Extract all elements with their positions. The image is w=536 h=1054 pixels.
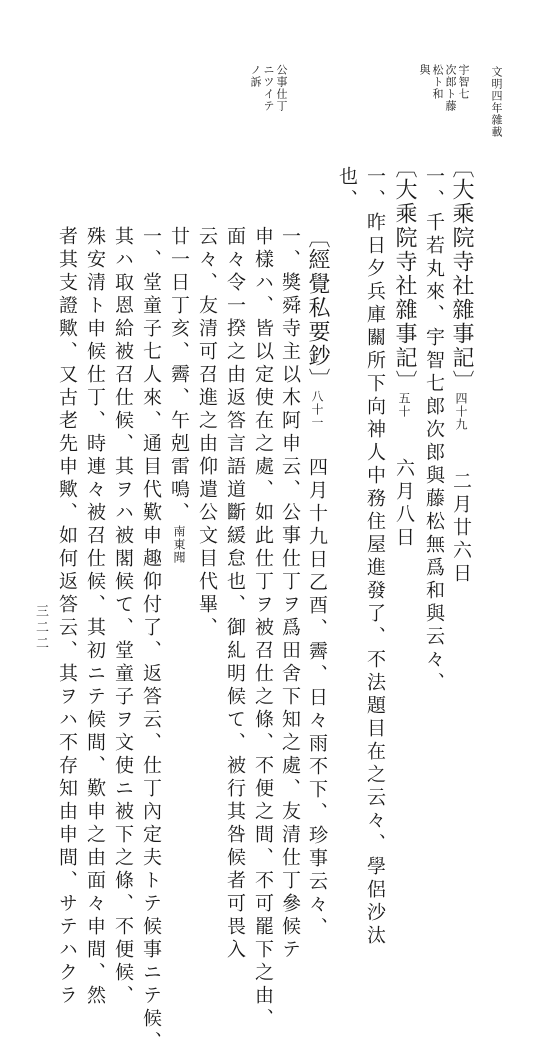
source-title: 大乘院寺社雜事記 [449,178,474,370]
entry-line: 也、 [336,166,358,212]
entry-date: 六月八日 [393,458,415,550]
entry-date-line [169,226,188,564]
source-title: 經覺私要鈔 [305,248,330,368]
entry-line: 一、堂童子七人來、通目代歎申趣仰付了、返答云、仕丁內定夫トテ候事ニテ候、 [140,226,162,1054]
note-line: 與 [418,64,431,76]
note-line: 松ト和 [431,64,444,100]
page-number: 三二二 [33,604,48,652]
source-heading: 〔大乘院寺社雜事記〕四十九二月廿六日 [449,156,474,586]
entry-line: 其ハ取恩給被召仕候、其ヲハ被閣候て、堂童子ヲ文使ニ被下之條、不便候、 [112,226,134,1008]
source-ref: 四十九 [454,392,468,431]
entry-date: 二月廿六日 [450,471,472,586]
entry-line: 殊安清ト申候仕丁、時連々被召仕候、其初ニテ候間、歎申之由面々申間、然 [84,226,106,1008]
source-title: 大乘院寺社雜事記 [392,178,417,370]
entry-line: 者其支證歟、又古老先申歟、如何返答云、其ヲハ不存知由申間、サテハクラ [56,226,78,1008]
source-ref: 八十一 [310,390,324,429]
entry-line: 一、昨日夕兵庫關所下向神人中務住屋進發了、不法題目在之云々、學侶沙汰 [364,166,386,948]
entry-line: 一、獎舜寺主以木阿申云、公事仕丁ヲ爲田舍下知之處、友清仕丁參候テ [279,226,301,962]
note-line: 公事仕丁 [275,64,288,112]
source-heading: 〔經覺私要鈔〕八十一四月十九日乙酉、霽、日々雨不下、珍事云々、 [305,226,330,940]
note-line: 宇智七 [457,64,470,100]
source-heading: 〔大乘院寺社雜事記〕五十六月八日 [392,156,417,550]
entry-date: 廿一日丁亥、霽、午剋雷鳴、 [168,226,190,525]
inline-note: 南東聞 [172,525,186,564]
note-line: ニツイテ [262,64,275,112]
entry-line: 面々令一揆之由返答言語道斷緩怠也、御糺明候て、被行其咎候者可畏入 [224,226,246,962]
source-ref: 五十 [397,392,411,418]
note-line: ノ訴 [249,64,262,88]
entry-line: 云々、友清可召進之由仰遣公文目代畢、 [196,226,218,640]
note-line: 次郎ト藤 [444,64,457,112]
entry-date: 四月十九日乙酉、霽、日々雨不下、珍事云々、 [306,457,328,940]
entry-line: 一、千若丸來、宇智七郎次郎與藤松無爲和與云々、 [423,166,445,695]
entry-line: 申樣ハ、皆以定使在之處、如此仕丁ヲ被召仕之條、不便之間、不可罷下之由、 [252,226,274,1031]
running-title: 文明四年雜載 [490,66,503,138]
